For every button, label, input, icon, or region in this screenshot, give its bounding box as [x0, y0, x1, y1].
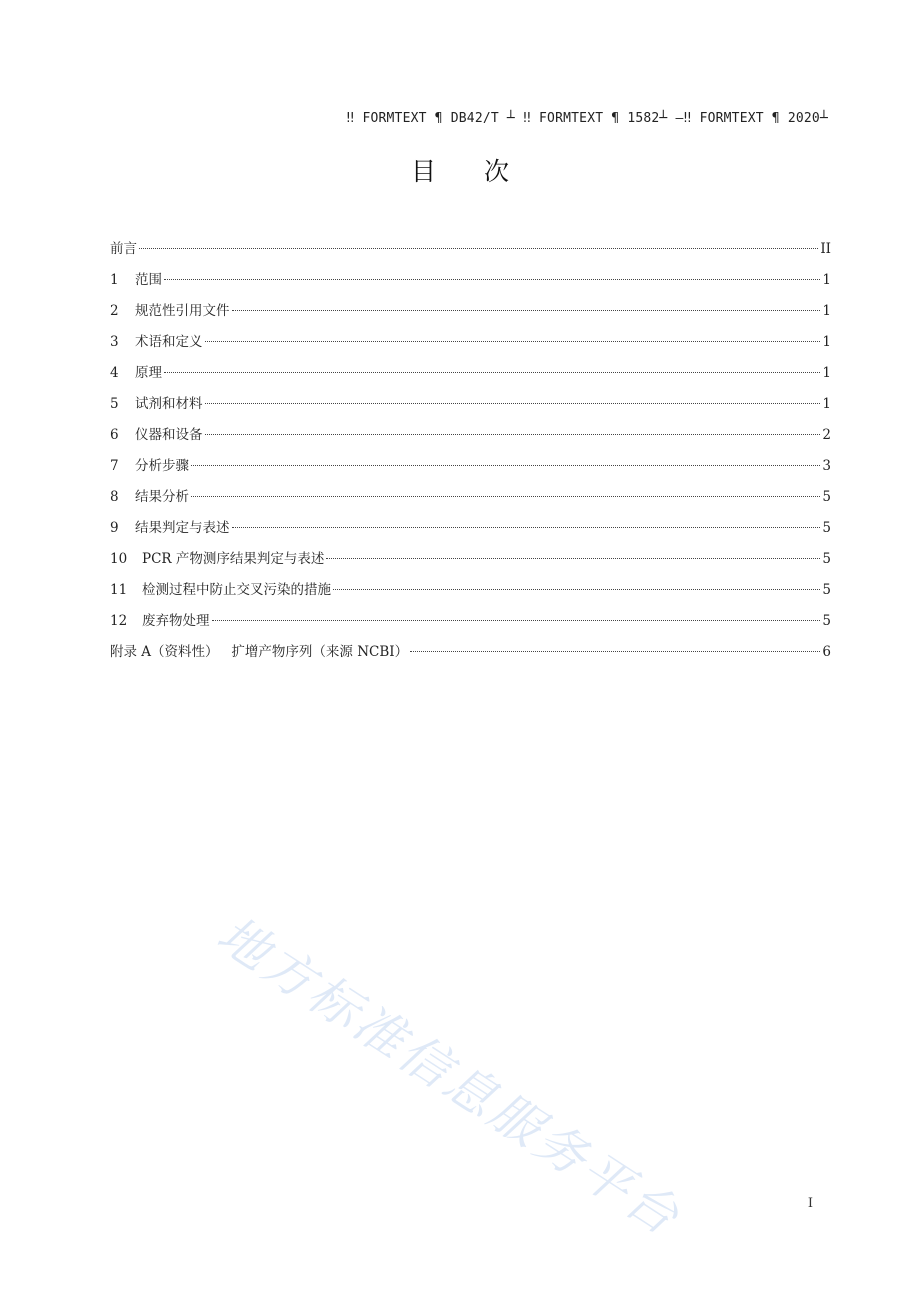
- toc-entry-label: 结果判定与表述: [135, 520, 230, 536]
- toc-entry-number: 10: [110, 551, 128, 567]
- page-number: I: [807, 1196, 813, 1211]
- toc-leader-dots: [205, 434, 821, 435]
- toc-entry-label: 废弃物处理: [142, 613, 210, 629]
- toc-entry-page: 1: [822, 396, 831, 412]
- toc-entry-number: 3: [110, 334, 119, 350]
- standard-code-header: ‼ FORMTEXT ¶ DB42/T ┴ ‼ FORMTEXT ¶ 1582┴ —‼ FORMTEXT ¶ 2020┴: [346, 111, 828, 126]
- toc-entry-page: 5: [822, 489, 831, 505]
- toc-entry-7[interactable]: [110, 451, 831, 482]
- toc-leader-dots: [164, 372, 820, 373]
- toc-leader-dots: [191, 496, 820, 497]
- toc-entry-number: 4: [110, 365, 119, 381]
- toc-entry-10[interactable]: [110, 544, 831, 575]
- toc-entry-number: 1: [110, 272, 119, 288]
- toc-leader-dots: [410, 651, 820, 652]
- toc-entry-number: 9: [110, 520, 119, 536]
- toc-leader-dots: [205, 403, 821, 404]
- toc-entry-number: 2: [110, 303, 119, 319]
- toc-leader-dots: [205, 341, 821, 342]
- page-title: 目次: [410, 157, 557, 186]
- toc-entry-4[interactable]: [110, 358, 831, 389]
- toc-leader-dots: [333, 589, 820, 590]
- toc-entry-1[interactable]: [110, 265, 831, 296]
- toc-entry-label: 前言: [110, 241, 137, 257]
- toc-entry-label: 术语和定义: [135, 334, 203, 350]
- toc-entry-3[interactable]: [110, 327, 831, 358]
- toc-entry-page: 5: [822, 582, 831, 598]
- toc-entry-page: 6: [822, 644, 831, 660]
- toc-leader-dots: [164, 279, 820, 280]
- toc-entry-label: PCR 产物测序结果判定与表述: [142, 551, 325, 567]
- toc-entry-page: 1: [822, 303, 831, 319]
- toc-entry-number: 6: [110, 427, 119, 443]
- toc-entry-page: II: [820, 241, 831, 257]
- toc-leader-dots: [232, 310, 821, 311]
- toc-entry-9[interactable]: [110, 513, 831, 544]
- toc-entry-appendix-a[interactable]: [110, 637, 831, 668]
- toc-entry-number: 12: [110, 613, 128, 629]
- watermark: 地方标准信息服务平台: [207, 905, 692, 1248]
- toc-entry-page: 1: [822, 365, 831, 381]
- toc-entry-page: 5: [822, 520, 831, 536]
- toc-entry-label: 结果分析: [135, 489, 189, 505]
- toc-entry-label: 试剂和材料: [135, 396, 203, 412]
- toc-entry-number: 11: [110, 582, 128, 598]
- toc-entry-8[interactable]: [110, 482, 831, 513]
- toc-leader-dots: [212, 620, 821, 621]
- toc-leader-dots: [326, 558, 820, 559]
- table-of-contents: [110, 234, 831, 668]
- toc-entry-page: 2: [822, 427, 831, 443]
- toc-entry-label: 范围: [135, 272, 162, 288]
- toc-leader-dots: [139, 248, 818, 249]
- toc-entry-number: 7: [110, 458, 119, 474]
- toc-entry-number: 8: [110, 489, 119, 505]
- toc-entry-label: 检测过程中防止交叉污染的措施: [142, 582, 331, 598]
- toc-entry-label: 分析步骤: [135, 458, 189, 474]
- toc-entry-label: 附录 A（资料性） 扩增产物序列（来源 NCBI）: [110, 644, 409, 660]
- toc-entry-label: 原理: [135, 365, 162, 381]
- toc-entry-2[interactable]: [110, 296, 831, 327]
- toc-entry-label: 仪器和设备: [135, 427, 203, 443]
- toc-leader-dots: [191, 465, 820, 466]
- toc-entry-6[interactable]: [110, 420, 831, 451]
- toc-entry-5[interactable]: [110, 389, 831, 420]
- toc-entry-page: 1: [822, 334, 831, 350]
- toc-entry-page: 1: [822, 272, 831, 288]
- toc-entry-foreword[interactable]: [110, 234, 831, 265]
- toc-entry-page: 3: [822, 458, 831, 474]
- toc-entry-page: 5: [822, 613, 831, 629]
- toc-entry-number: 5: [110, 396, 119, 412]
- toc-entry-12[interactable]: [110, 606, 831, 637]
- toc-entry-11[interactable]: [110, 575, 831, 606]
- toc-leader-dots: [232, 527, 821, 528]
- toc-entry-label: 规范性引用文件: [135, 303, 230, 319]
- toc-entry-page: 5: [822, 551, 831, 567]
